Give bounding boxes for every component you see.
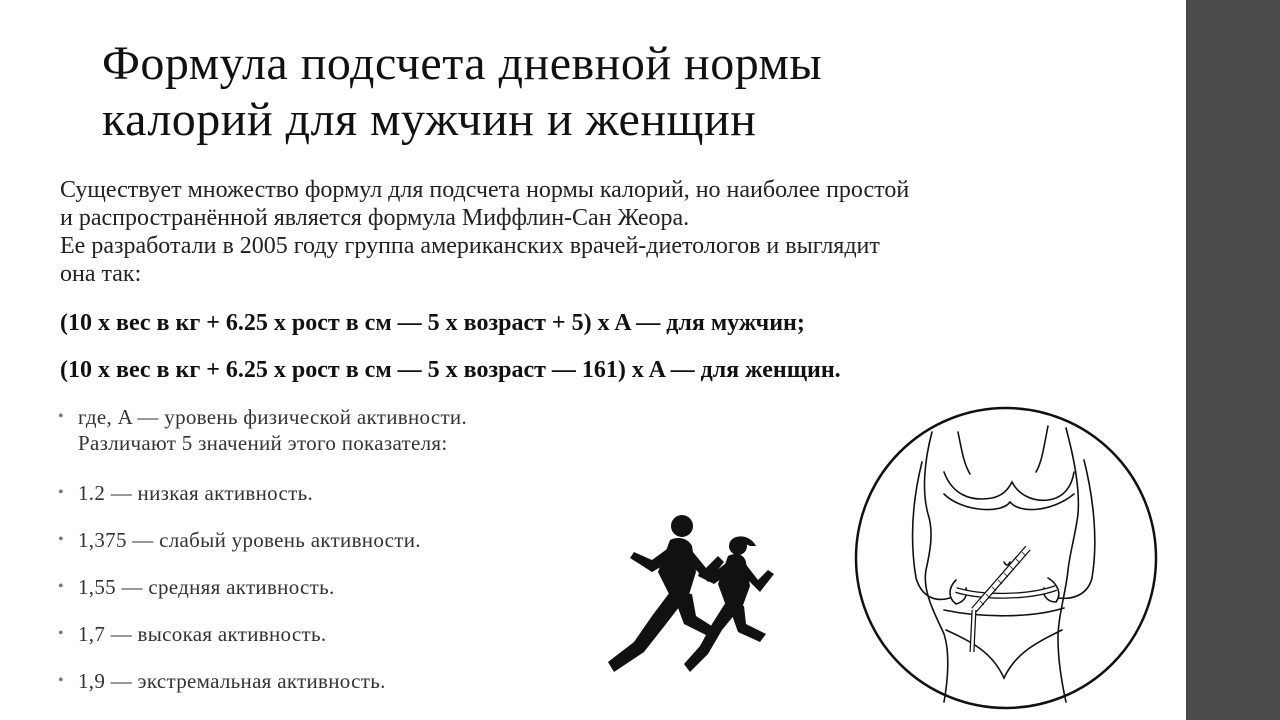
- bullet-marker: •: [58, 672, 64, 689]
- list-item: [58, 404, 467, 456]
- slide-title: [102, 36, 1102, 148]
- formula-men: (10 x вес в кг + 6.25 x рост в см — 5 x возраст + 5) x A — для мужчин;: [60, 310, 805, 336]
- side-bar: [1186, 0, 1280, 720]
- title-line-1: Формула подсчета дневной нормы: [102, 37, 823, 90]
- activity-intro-line-2: Различают 5 значений этого показателя:: [78, 431, 448, 455]
- intro-text: [60, 176, 1170, 288]
- bullet-marker: •: [58, 625, 64, 642]
- intro-line-1: Существует множество формул для подсчета нормы калорий, но наиболее простой: [60, 177, 910, 203]
- list-item: [58, 574, 335, 600]
- intro-line-3: Ее разработали в 2005 году группа американских врачей-диетологов и выглядит: [60, 233, 880, 259]
- running-couple-silhouette-icon: [600, 512, 780, 682]
- bullet-marker: •: [58, 408, 64, 425]
- activity-level: 1.2 — низкая активность.: [78, 481, 314, 505]
- woman-runner-icon: [684, 536, 774, 672]
- waist-measuring-tape-illustration-icon: [852, 402, 1160, 720]
- bullet-marker: •: [58, 531, 64, 548]
- list-item: [58, 621, 326, 647]
- list-item: [58, 480, 313, 506]
- formula-women: (10 x вес в кг + 6.25 x рост в см — 5 x возраст — 161) x A — для женщин.: [60, 357, 841, 383]
- activity-intro-line-1: где, A — уровень физической активности.: [78, 405, 468, 429]
- intro-line-2: и распространённой является формула Миффлин-Сан Жеора.: [60, 205, 690, 231]
- intro-line-4: она так:: [60, 261, 142, 287]
- list-item: [58, 527, 421, 553]
- title-line-2: калорий для мужчин и женщин: [102, 93, 757, 146]
- list-item: [58, 668, 386, 694]
- activity-level: 1,375 — слабый уровень активности.: [78, 528, 421, 552]
- bullet-marker: •: [58, 484, 64, 501]
- activity-level: 1,9 — экстремальная активность.: [78, 669, 386, 693]
- activity-level: 1,55 — средняя активность.: [78, 575, 335, 599]
- frame-circle: [856, 408, 1156, 708]
- bullet-marker: •: [58, 578, 64, 595]
- activity-level: 1,7 — высокая активность.: [78, 622, 327, 646]
